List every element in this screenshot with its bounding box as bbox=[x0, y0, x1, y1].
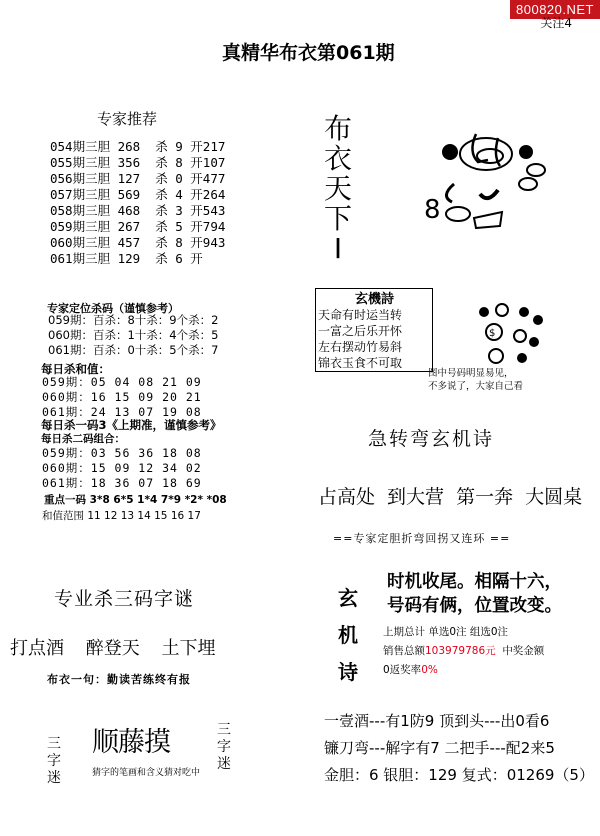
poem-line: 锦衣玉食不可取 bbox=[318, 356, 403, 370]
bottom-line-2: 镰刀弯---解字有7 二把手---配2来5 bbox=[324, 739, 555, 757]
poem-line: 天命有时运当转 bbox=[318, 308, 403, 322]
list-item: 059期：05 04 08 21 09 bbox=[42, 375, 202, 389]
return-label: 0返奖率 bbox=[383, 664, 422, 676]
vertical-char: 布 bbox=[323, 112, 352, 145]
site-watermark: 800820.NET bbox=[510, 0, 600, 19]
coin-pattern-icon bbox=[474, 302, 554, 368]
riddle-title: 专业杀三码字谜 bbox=[54, 588, 195, 610]
prize-label: 中奖金额 bbox=[502, 645, 545, 657]
key-group-row: 重点一码 3*8 6*5 1*4 7*9 *2* *08 bbox=[44, 494, 227, 506]
buyi-vertical-title bbox=[322, 114, 354, 264]
poem-note bbox=[428, 367, 523, 393]
vertical-char: 机 bbox=[338, 623, 358, 647]
xuanji-line-1: 时机收尾。相隔十六， bbox=[387, 572, 562, 592]
vertical-char: 下 bbox=[323, 202, 352, 235]
list-item: 060期：16 15 09 20 21 bbox=[42, 390, 202, 404]
return-value: 0% bbox=[421, 664, 438, 676]
kill-one-code: 每日杀一码3《上期准，谨慎参考》 bbox=[41, 418, 222, 432]
sales-label: 销售总额 bbox=[383, 645, 425, 657]
list-item: 061期：18 36 07 18 69 bbox=[42, 476, 202, 490]
list-item: 061期三胆 129 杀 6 开 bbox=[50, 251, 203, 266]
riddle-note: 猜字的笔画和含义猜对吃中 bbox=[92, 768, 201, 778]
list-item: 059期：03 56 36 18 08 bbox=[42, 446, 202, 460]
list-item: 054期三胆 268 杀 9 开217 bbox=[50, 139, 226, 154]
xuanji-stats: 上期总计 单选0注 组选0注 bbox=[383, 626, 509, 638]
xuanji-vertical bbox=[338, 580, 362, 691]
riddle-big-word: 顺藤摸 bbox=[92, 727, 170, 758]
kill-two-list bbox=[42, 446, 202, 491]
list-item: 059期：百杀：8十杀：9个杀：2 bbox=[48, 313, 219, 327]
bottom-line-1: 一壹酒---有1防9 顶到头---出0看6 bbox=[324, 712, 550, 730]
svg-text:$: $ bbox=[489, 328, 496, 339]
vertical-char: 迷 bbox=[47, 770, 61, 786]
sum-range-row: 和值范围 11 12 13 14 15 16 17 bbox=[42, 510, 201, 522]
poem-title: 玄機詩 bbox=[355, 292, 395, 307]
jzw-title: 急转弯玄机诗 bbox=[368, 428, 495, 450]
xuanji-return-row bbox=[383, 662, 438, 677]
puzzle-drawing-icon bbox=[418, 122, 568, 242]
vertical-char: 迷 bbox=[217, 756, 231, 772]
svg-text:8: 8 bbox=[424, 195, 441, 225]
list-item: 056期三胆 127 杀 0 开477 bbox=[50, 171, 226, 186]
buyi-saying: 布衣一句：勤读苦练终有报 bbox=[47, 673, 191, 686]
list-item: 061期：百杀：0十杀：5个杀：7 bbox=[48, 343, 219, 357]
list-item: 060期：15 09 12 34 02 bbox=[42, 461, 202, 475]
expert-list bbox=[50, 139, 225, 267]
list-item: 055期三胆 356 杀 8 开107 bbox=[50, 155, 226, 170]
daily-sum-title: 每日杀和值： bbox=[41, 362, 110, 376]
xuanji-sales-row bbox=[383, 643, 544, 658]
vertical-char: 三 bbox=[217, 722, 231, 738]
list-item: 061期：24 13 07 19 08 bbox=[42, 405, 202, 419]
position-kill-title: 专家定位杀码（谨慎参考） bbox=[47, 302, 179, 315]
follow-label: 关注4 bbox=[540, 16, 572, 30]
poem-line: 一富之后乐开怀 bbox=[318, 324, 403, 338]
vertical-char: 衣 bbox=[323, 142, 352, 175]
page-title: 真精华布衣第061期 bbox=[222, 42, 395, 64]
bottom-line-3: 金胆：6 银胆：129 复式：01269（5） bbox=[324, 766, 594, 784]
vertical-char: 字 bbox=[47, 753, 61, 769]
riddle-right-vertical bbox=[216, 722, 232, 773]
list-item: 057期三胆 569 杀 4 开264 bbox=[50, 187, 226, 202]
riddle-words: 打点酒 醉登天 土下埋 bbox=[10, 638, 216, 659]
list-item: 060期三胆 457 杀 8 开943 bbox=[50, 235, 226, 250]
vertical-char: 天 bbox=[323, 172, 352, 205]
note-line: 图中号码明显易见， bbox=[428, 368, 514, 379]
xuanji-line-2: 号码有俩，位置改变。 bbox=[387, 596, 562, 616]
vertical-char: 字 bbox=[217, 739, 231, 755]
daily-sum-list bbox=[42, 375, 202, 420]
list-item: 060期：百杀：1十杀：4个杀：5 bbox=[48, 328, 219, 342]
expert-banner: ==专家定胆折弯回拐又连环 == bbox=[333, 532, 511, 545]
vertical-char: 三 bbox=[47, 736, 61, 752]
list-item: 059期三胆 267 杀 5 开794 bbox=[50, 219, 226, 234]
sales-value: 103979786元 bbox=[425, 645, 496, 657]
expert-section-title: 专家推荐 bbox=[97, 110, 158, 128]
kill-two-title: 每日杀二码组合： bbox=[41, 433, 125, 445]
vertical-char: 玄 bbox=[338, 586, 358, 610]
note-line: 不多说了，大家自己看 bbox=[428, 381, 524, 392]
vertical-char: 诗 bbox=[338, 660, 358, 684]
vertical-char: I bbox=[333, 232, 343, 265]
list-item: 058期三胆 468 杀 3 开543 bbox=[50, 203, 226, 218]
jzw-line: 占高处 到大营 第一奔 大圆桌 bbox=[318, 486, 583, 508]
poem-line: 左右摆动竹易斜 bbox=[318, 340, 403, 354]
riddle-left-vertical bbox=[46, 736, 62, 787]
position-kill-list bbox=[48, 313, 218, 358]
